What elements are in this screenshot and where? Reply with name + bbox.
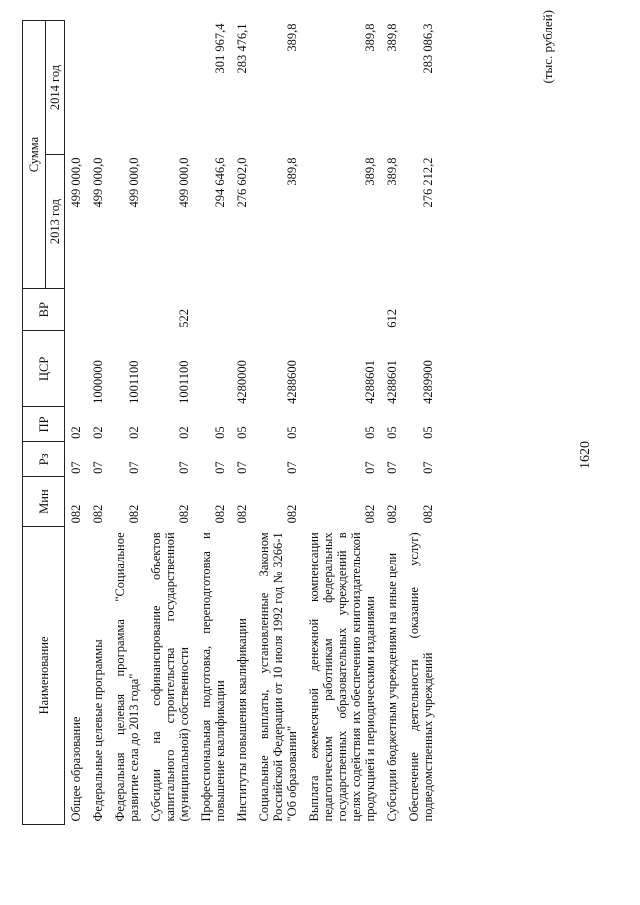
- header-2014: 2014 год: [46, 21, 65, 155]
- row-name: Субсидии на софинансирование объектов капитального строительства государственной (муниципальной) собственности: [149, 532, 191, 822]
- row-name: Социальные выплаты, установленные Законом Российской Федерации от 10 июля 1992 год № 3266-1 "Об образовании": [257, 532, 299, 822]
- row-2014: [145, 21, 195, 155]
- row-rz: 07: [385, 461, 399, 474]
- row-pr: 02: [177, 426, 191, 439]
- row-2013: 389,8: [363, 157, 377, 186]
- header-2013: 2013 год: [46, 155, 65, 289]
- row-vr: [109, 289, 145, 331]
- row-name: Субсидии бюджетным учреждениям на иные цели: [385, 552, 399, 822]
- row-2014: 389,8: [285, 23, 299, 52]
- row-2014: 301 967,4: [213, 23, 227, 74]
- row-rz: 07: [69, 461, 83, 474]
- row-name: Федеральные целевые программы: [91, 639, 105, 822]
- row-min: 082: [385, 504, 399, 524]
- row-pr: 02: [127, 426, 141, 439]
- header-min: Мин: [23, 477, 65, 526]
- row-2013: 499 000,0: [177, 157, 191, 208]
- row-min: 082: [91, 504, 105, 524]
- row-pr: 05: [285, 426, 299, 439]
- header-csr: ЦСР: [23, 331, 65, 407]
- row-2014: [109, 21, 145, 155]
- row-name: Обеспечение деятельности (оказание услуг) подведомственных учреждений: [407, 532, 435, 822]
- row-min: 082: [285, 504, 299, 524]
- row-vr: [253, 289, 303, 331]
- table-row: [303, 21, 381, 825]
- row-rz: 07: [127, 461, 141, 474]
- table-body: [65, 21, 440, 825]
- row-pr: 02: [69, 426, 83, 439]
- table-row: [231, 21, 253, 825]
- table-row: [109, 21, 145, 825]
- row-csr: 4289900: [421, 360, 435, 404]
- table-row: [65, 21, 88, 825]
- row-rz: 07: [285, 461, 299, 474]
- row-vr: 522: [177, 309, 191, 328]
- row-name: Федеральная целевая программа "Социальное развитие села до 2013 года": [113, 532, 141, 822]
- header-sum: Сумма: [23, 21, 46, 289]
- row-min: 082: [69, 504, 83, 524]
- row-name: Профессиональная подготовка, переподготовка и повышение квалификации: [199, 532, 227, 822]
- row-min: 082: [421, 504, 435, 524]
- row-vr: [231, 289, 253, 331]
- row-min: 082: [235, 504, 249, 524]
- row-2014: 389,8: [385, 23, 399, 52]
- units-label: (тыс. рублей): [540, 10, 555, 84]
- row-rz: 07: [177, 461, 191, 474]
- row-name: Институты повышения квалификации: [235, 618, 249, 822]
- row-vr: [303, 289, 381, 331]
- row-2013: 499 000,0: [127, 157, 141, 208]
- table-row: [87, 21, 109, 825]
- row-csr: 4288600: [285, 360, 299, 404]
- row-2013: 276 212,2: [421, 157, 435, 208]
- row-2014: [87, 21, 109, 155]
- row-rz: 07: [235, 461, 249, 474]
- table-row: [381, 21, 403, 825]
- row-2013: 276 602,0: [235, 157, 249, 208]
- row-csr: [195, 331, 231, 407]
- page-number: 1620: [578, 441, 593, 469]
- table-row: [403, 21, 439, 825]
- row-csr: [65, 331, 88, 407]
- row-pr: 05: [235, 426, 249, 439]
- row-vr: [87, 289, 109, 331]
- row-name: Выплата ежемесячной денежной компенсации педагогическим работникам федеральных государственных образовательных учреждений в целях содействия их обеспечению книгоиздательской продукцией и периодическими изданиями: [307, 532, 377, 822]
- row-pr: 05: [213, 426, 227, 439]
- row-2013: 389,8: [285, 157, 299, 186]
- row-rz: 07: [213, 461, 227, 474]
- row-rz: 07: [363, 461, 377, 474]
- row-2014: [65, 21, 88, 155]
- row-csr: 4288601: [385, 360, 399, 404]
- row-2013: 499 000,0: [69, 157, 83, 208]
- row-csr: 1000000: [91, 360, 105, 404]
- header-pr: ПР: [23, 407, 65, 442]
- row-vr: [403, 289, 439, 331]
- budget-table: [22, 20, 439, 825]
- row-2014: 389,8: [363, 23, 377, 52]
- header-rz: Рз: [23, 442, 65, 477]
- header-name: Наименование: [23, 526, 65, 824]
- row-min: 082: [127, 504, 141, 524]
- row-name: Общее образование: [69, 716, 83, 822]
- row-min: 082: [213, 504, 227, 524]
- row-csr: 1001100: [177, 360, 191, 404]
- row-2013: 499 000,0: [91, 157, 105, 208]
- row-rz: 07: [91, 461, 105, 474]
- row-csr: 4280000: [235, 360, 249, 404]
- row-2014: 283 086,3: [421, 23, 435, 74]
- row-csr: 4288601: [363, 360, 377, 404]
- table-row: [195, 21, 231, 825]
- row-2013: 294 646,6: [213, 157, 227, 208]
- row-pr: 05: [421, 426, 435, 439]
- row-min: 082: [363, 504, 377, 524]
- row-pr: 05: [385, 426, 399, 439]
- row-pr: 05: [363, 426, 377, 439]
- row-2014: 283 476,1: [235, 23, 249, 74]
- row-vr: [65, 289, 88, 331]
- row-vr: [195, 289, 231, 331]
- header-vr: ВР: [23, 289, 65, 331]
- row-csr: 1001100: [127, 360, 141, 404]
- row-pr: 02: [91, 426, 105, 439]
- table-row: [145, 21, 195, 825]
- table-row: [253, 21, 303, 825]
- row-rz: 07: [421, 461, 435, 474]
- row-vr: 612: [385, 309, 399, 328]
- row-min: 082: [177, 504, 191, 524]
- row-2013: 389,8: [385, 157, 399, 186]
